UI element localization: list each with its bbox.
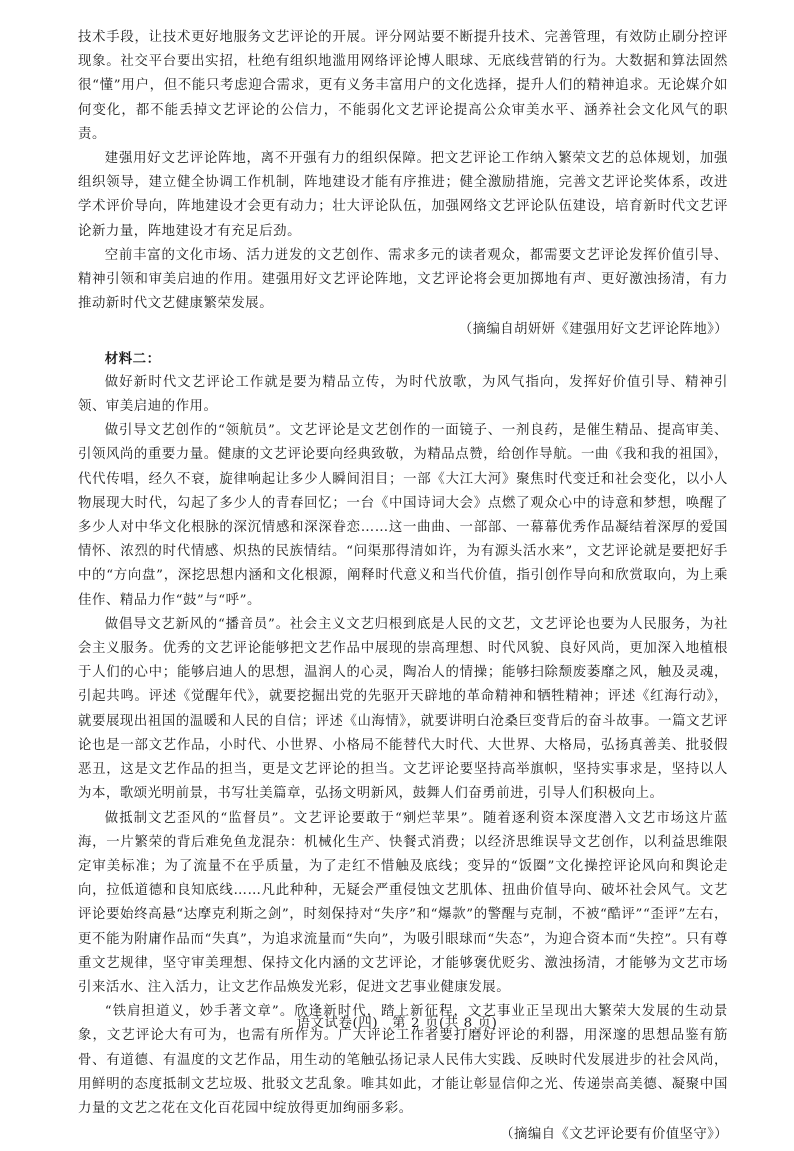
paragraph-1: 技术手段，让技术更好地服务文艺评论的开展。评分网站要不断提升技术、完善管理，有效防止刷分控评现象。社交平台要出实招，杜绝有组织地滥用网络评论博人眼球、无底线营销的行为。大数据和算法固然很“懂”用户，但不能只考虑迎合需求，更有义务丰富用户的文化选择，提升人们的精神追求。无论媒介如何变化，都不能丢掉文艺评论的公信力，不能弱化文艺评论提高公众审美水平、涵养社会文化风气的职责。 xyxy=(78,30,728,142)
paragraph-4: 做好新时代文艺评论工作就是要为精品立传，为时代放歌，为风气指向，发挥好价值引导、精神引领、审美启迪的作用。 xyxy=(78,374,728,415)
paragraph-5: 做引导文艺创作的“领航员”。文艺评论是文艺创作的一面镜子、一剂良药，是催生精品、提高审美、引领风尚的重要力量。健康的文艺评论要向经典致敬，为精品点赞，给创作导航。一曲《我和我的祖国》，代代传唱，经久不衰，旋律响起让多少人瞬间泪目；一部《大江大河》聚焦时代变迁和社会变化，以小人物展现大时代，勾起了多少人的青春回忆；一台《中国诗词大会》点燃了观众心中的诗意和梦想，唤醒了多少人对中华文化根脉的深沉情感和深深眷恋……这一曲曲、一部部、一幕幕优秀作品凝结着深厚的爱国情怀、浓烈的时代情感、炽热的民族情结。“问渠那得清如许，为有源头活水来”，文艺评论就是要把好手中的“方向盘”，深挖思想内涵和文化根源，阐释时代意义和当代价值，指引创作导向和欣赏取向，为上乘佳作、精品力作“鼓”与“呼”。 xyxy=(78,423,728,608)
document-page xyxy=(78,26,728,1151)
paragraph-8: “铁肩担道义，妙手著文章”。欣逢新时代，踏上新征程，文艺事业正呈现出大繁荣大发展的生动景象，文艺评论大有可为，也需有所作为。广大评论工作者要打磨好评论的利器，用深邃的思想品鉴有筋骨、有道德、有温度的文艺作品，用生动的笔触弘扬记录人民伟大实践、反映时代发展进步的社会风尚，用鲜明的态度抵制文艺垃圾、批驳文艺乱象。唯其如此，才能让彰显信仰之光、传递崇高美德、凝聚中国力量的文艺之花在文化百花园中绽放得更加绚丽多彩。 xyxy=(78,1004,728,1116)
paragraph-3: 空前丰富的文化市场、活力迸发的文艺创作、需求多元的读者观众，都需要文艺评论发挥价值引导、精神引领和审美启迪的作用。建强用好文艺评论阵地，文艺评论将会更加掷地有声、更好激浊扬清，有力推动新时代文艺健康繁荣发展。 xyxy=(78,247,728,312)
page-footer: 语文试卷(四) 第 2 页(共 8 页) xyxy=(296,1016,498,1031)
paragraph-2: 建强用好文艺评论阵地，离不开强有力的组织保障。把文艺评论工作纳入繁荣文艺的总体规划，加强组织领导，建立健全协调工作机制，阵地建设才能有序推进；健全激励措施，完善文艺评论奖体系，改进学术评价导向，阵地建设才会更有动力；壮大评论队伍，加强网络文艺评论队伍建设，培育新时代文艺评论新力量，阵地建设才有充足后劲。 xyxy=(78,151,728,239)
material-two-heading: 材料二： xyxy=(104,350,161,367)
source-citation-1: （摘编自胡妍妍《建强用好文艺评论阵地》） xyxy=(458,322,728,338)
paragraph-6: 做倡导文艺新风的“播音员”。社会主义文艺归根到底是人民的文艺，文艺评论也要为人民服务，为社会主义服务。优秀的文艺评论能够把文艺作品中展现的崇高理想、时代风貌、良好风尚，更加深入地植根于人们的心中；能够启迪人的思想，温润人的心灵，陶冶人的情操；能够扫除颓废萎靡之风，触及灵魂，引起共鸣。评述《觉醒年代》，就要挖掘出党的先驱开天辟地的革命精神和牺牲精神；评述《红海行动》，就要展现出祖国的温暖和人民的自信；评述《山海情》，就要讲明白沧桑巨变背后的奋斗故事。一篇文艺评论也是一部文艺作品，小时代、小世界、小格局不能替代大时代、大世界、大格局，弘扬真善美、批驳假恶丑，这是文艺作品的担当，更是文艺评论的担当。文艺评论要坚持高举旗帜，坚持实事求是，坚持以人为本，歌颂光明前景，书写壮美篇章，弘扬文明新风，鼓舞人们奋勇前进，引导人们积极向上。 xyxy=(78,616,728,802)
paragraph-7: 做抵制文艺歪风的“监督员”。文艺评论要敢于“剜烂苹果”。随着逐利资本深度潜入文艺市场这片蓝海，一片繁荣的背后难免鱼龙混杂：机械化生产、快餐式消费；以经济思维误导文艺创作，以利益思维限定审美标准；为了流量不在乎质量，为了走红不惜触及底线；变异的“饭圈”文化操控评论风向和舆论走向，拉低道德和良知底线……凡此种种，无疑会严重侵蚀文艺肌体、扭曲价值导向、破坏社会风气。文艺评论要始终高悬“达摩克利斯之剑”，时刻保持对“失序”和“爆款”的警醒与克制，不被“酷评”“歪评”左右，更不能为附庸作品而“失真”，为追求流量而“失向”，为吸引眼球而“失态”，为迎合资本而“失控”。只有尊重文艺规律，坚守审美理想、保持文化内涵的文艺评论，才能够褒优贬劣、激浊扬清，才能够为文艺市场引来活水、注入活力，让文艺作品焕发光彩，促进文艺事业健康发展。 xyxy=(78,810,728,995)
source-citation-2: （摘编自《文艺评论要有价值坚守》） xyxy=(500,1127,728,1143)
